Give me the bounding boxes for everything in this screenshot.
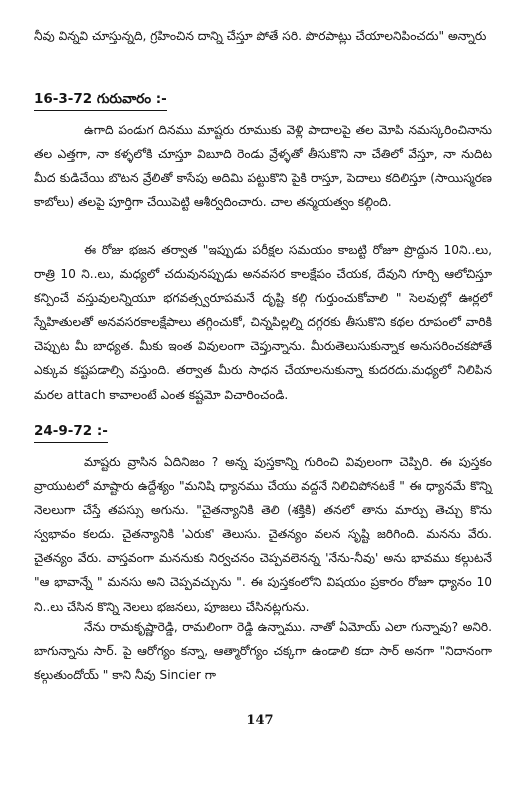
page-number: 147 [246, 713, 274, 728]
paragraph-ugadi: ఉగాది పండుగ దినము మాష్టరు రూముకు వెళ్లి పాదాలపై తల మోపి నమస్కరించినాను తల ఎత్తగా, నా కళ్ళలోకి చూస్తూ విబూది రెండు వ్రేళ్ళతో తీసుకొని నా చేతిలో వేస్తూ, నా నుదిట మీద కుడిచేయి బొటన వ్రేలితో కాసేపు అదిమి పట్టుకొని పైకి రాస్తూ, పెదాలు కదిలిస్తూ (సాయిస్మరణ కాబోలు) తలపై పూర్తిగా చేయిపెట్టి ఆశీర్వదించారు. చాల తన్మయత్వం కల్గింది. [34, 123, 492, 210]
date-heading-24-9-72: 24-9-72 :- [34, 421, 108, 443]
paragraph-book-discussion: మాష్టరు వ్రాసిన ఏదినిజం ? అన్న పుస్తకాన్ని గురించి వివులంగా చెప్పిరి. ఈ పుస్తకం వ్రాయుటలో మాష్టారు ఉద్దేశ్యం "మనిషి ధ్యానము చేయు వద్దనే నిలిచిపోనటకే " ఈ ధ్యానమే కొన్ని నెలలుగా చేస్తే తపస్సు అగును. "చైతన్యానికి తెలి (శక్తికి) తనలో తాను మార్పు తెచ్చు కొను స్వభావం కలదు. చైతన్యానికి 'ఎరుక' తెలుసు. చైతన్యం వలన సృష్టి జరిగింది. మనను వేరు. చైతన్యం వేరు. వాస్తవంగా మననుకు నిర్వచనం చెప్పవలెనన్న 'నేను-నీవు' అను భావము కల్గుటనే "ఆ భావాన్నే " మనసు అని చెప్పవచ్చును ". ఈ పుస్తకంలోని విషయం ప్రకారం రోజూ ధ్యానం 10 ని..లు చేసిన కొన్ని నెలలు భజనలు, పూజలు చేసినట్లగును. [34, 455, 492, 614]
date-heading-16-3-72: 16-3-72 గురువారం :- [34, 89, 167, 111]
paragraph-conversation: నేను రామకృష్ణారెడ్డి, రామలింగా రెడ్డి ఉన్నాము. నాతో ఏమోయ్ ఎలా గున్నావు? అనిరి. బాగున్నాను సార్. పై ఆరోగ్యం కన్నా, ఆత్మారోగ్యం చక్కగా ఉండాలి కదా సార్ అనగా "నిదానంగా కల్గుతుందోయ్ " కాని నీవు Sincier గా [34, 620, 492, 683]
paragraph-continuation: నీవు విన్నవి చూస్తున్నది, గ్రహించిన దాన్ని చేస్తూ పోతే సరి. పొరపాట్లు చేయాలనిపించదు" అన్నారు [34, 29, 487, 43]
paragraph-bhajan: ఈ రోజు భజన తర్వాత "ఇప్పుడు పరీక్షల సమయం కాబట్టి రోజూ ప్రొద్దున 10ని..లు, రాత్రి 10 ని..లు, మధ్యలో చదువునప్పుడు అనవసర కాలక్షేపం చేయక, దేవుని గూర్చి ఆలోచిస్తూ కన్పించే వస్తువులన్నియూ భగవత్స్వరూపమనే దృష్టి కల్గి గుర్తుంచుకోవాలి " సెలవుల్లో ఊర్లలో స్నేహితులతో అనవసరకాలక్షేపాలు తగ్గించుకో, చిన్నపిల్లల్ని దగ్గరకు తీసుకొని కథల రూపంలో వారికి చెప్పుట మీ బాధ్యత. మీకు ఇంత వివులంగా చెప్తున్నాను. మీరుతెలుసుకున్నాక అనుసరించకపోతే ఎక్కువ కష్టపడాల్సి వస్తుంది. తర్వాత మీరు సాధన చేయాలనుకున్నా కుదరదు.మధ్యలో నిలిపిన మరల attach కావాలంటే ఎంత కష్టమో విచారించండి. [34, 243, 492, 402]
